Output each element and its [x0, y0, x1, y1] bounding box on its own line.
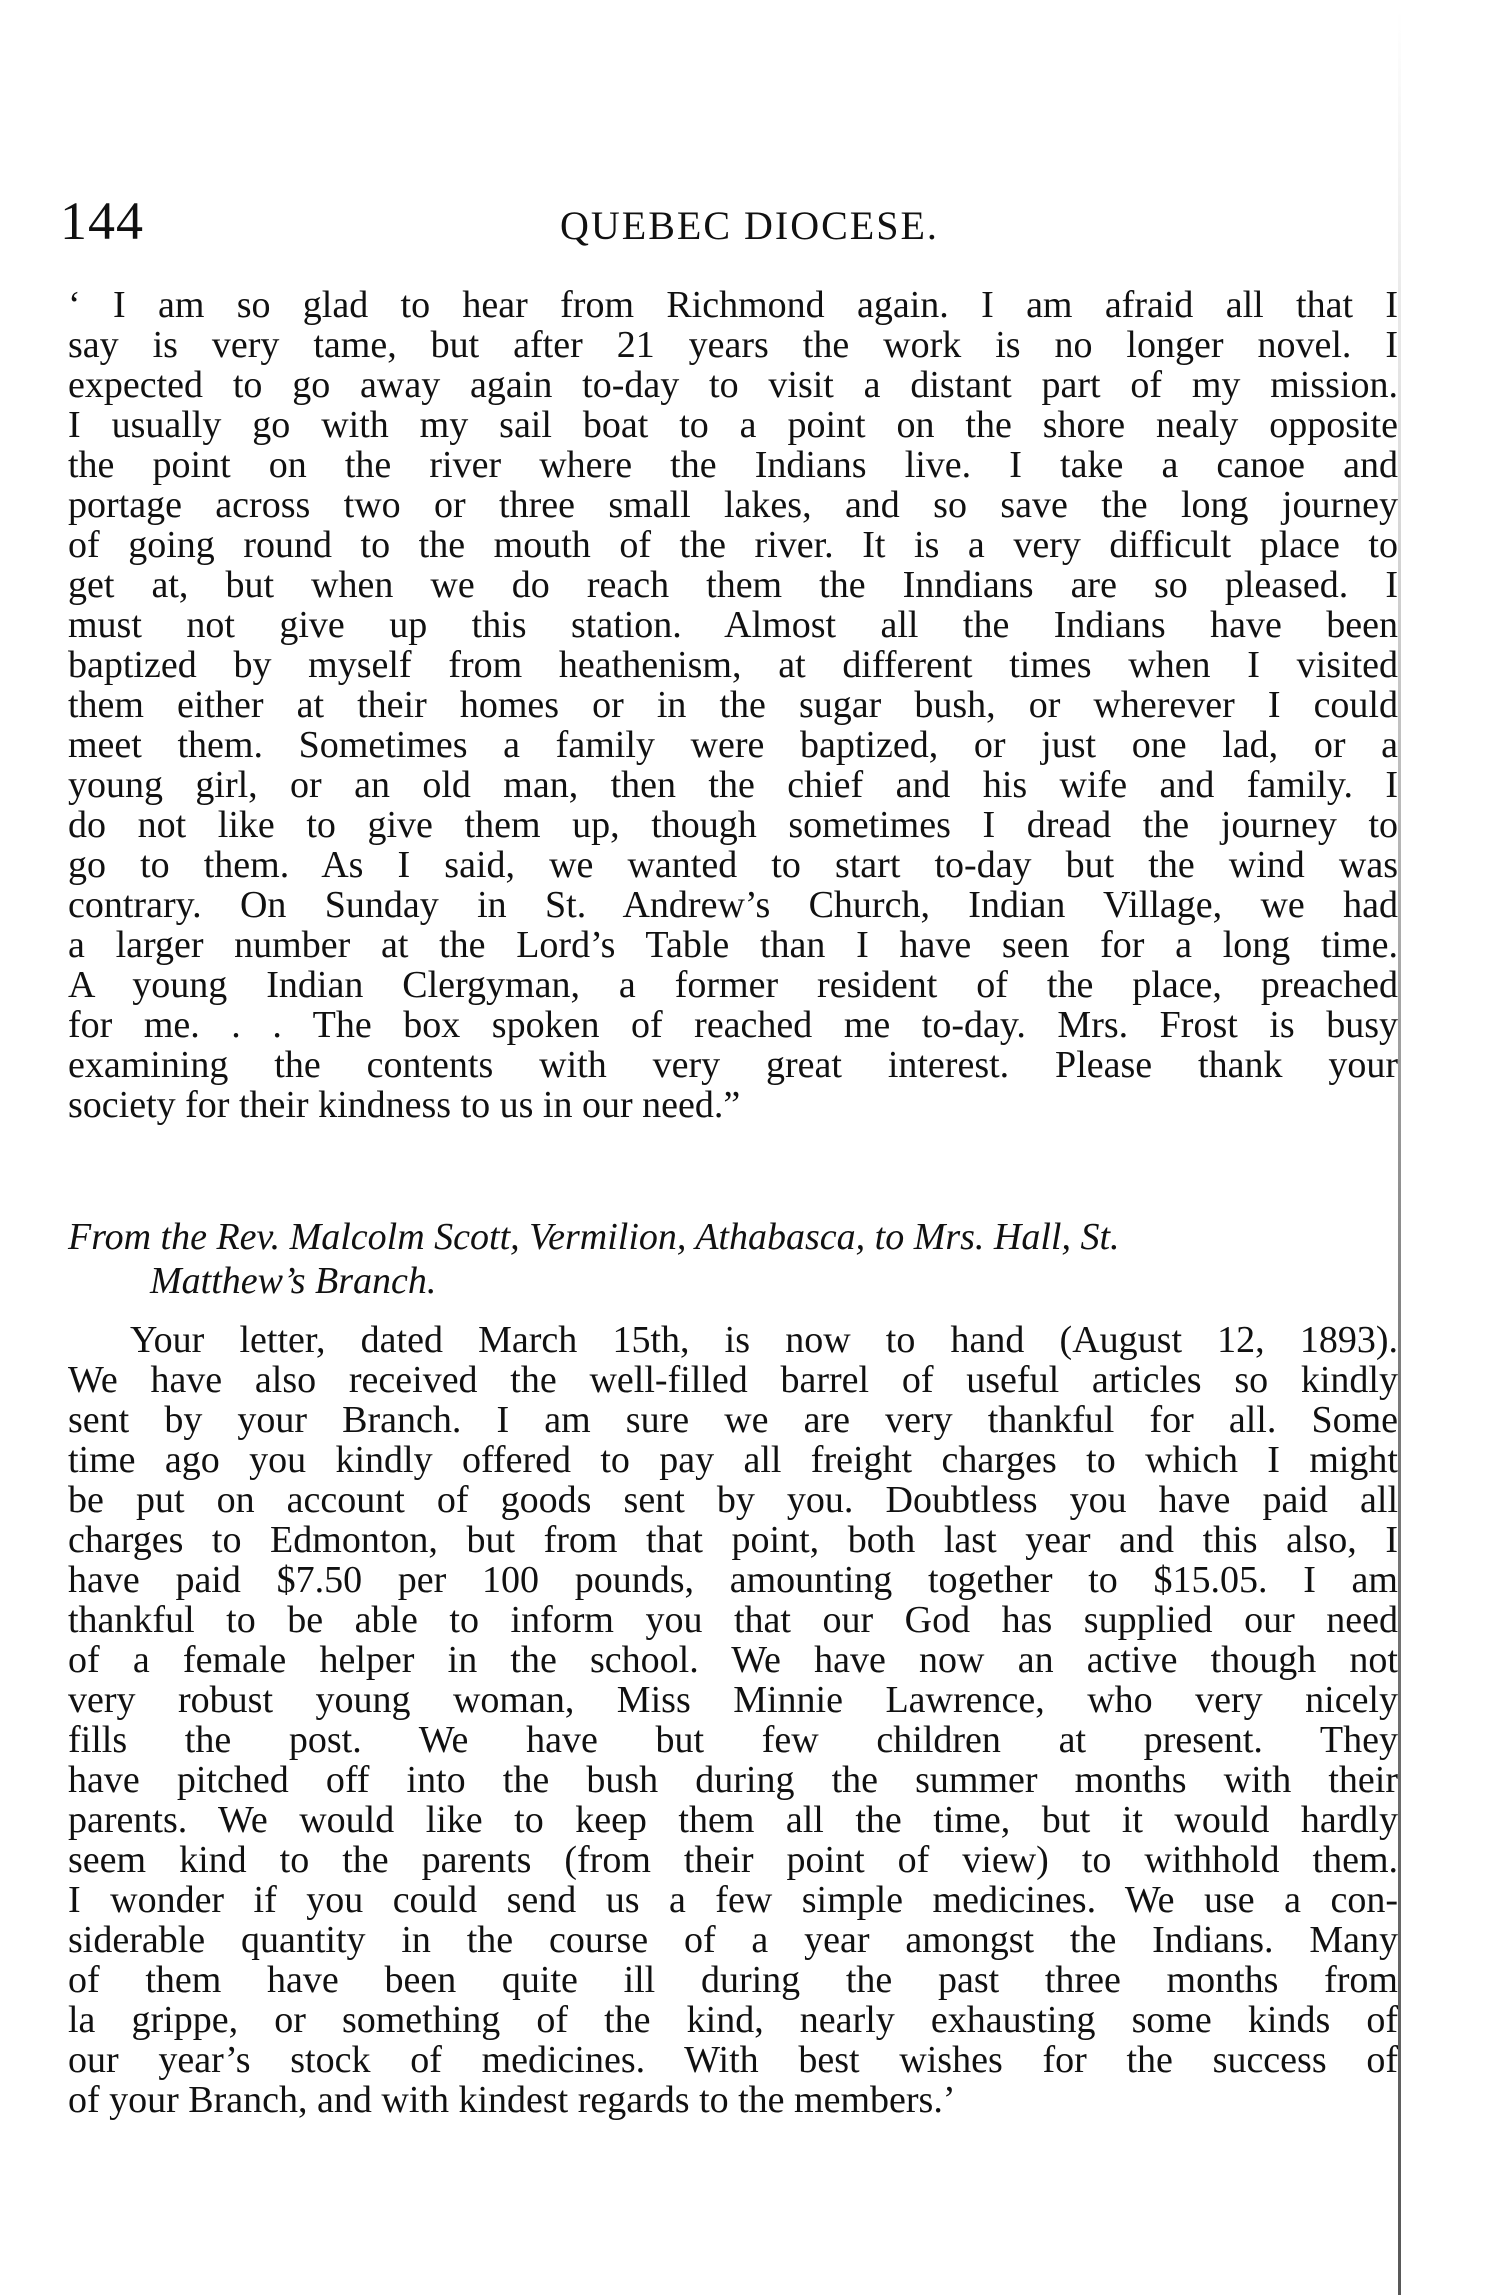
text-line: of your Branch, and with kindest regards to the members.’: [68, 2080, 956, 2120]
letter-frost: [68, 285, 1398, 1125]
text-line: young girl, or an old man, then the chief and his wife and family. I: [68, 765, 1398, 805]
text-line: for me. . . The box spoken of reached me to-day. Mrs. Frost is busy: [68, 1005, 1398, 1045]
text-line: ‘ I am so glad to hear from Richmond again. I am afraid all that I: [68, 285, 1398, 325]
text-line: time ago you kindly offered to pay all freight charges to which I might: [68, 1440, 1398, 1480]
text-line: have paid $7.50 per 100 pounds, amounting together to $15.05. I am: [68, 1560, 1398, 1600]
text-line: go to them. As I said, we wanted to start to-day but the wind was: [68, 845, 1398, 885]
text-line: a larger number at the Lord’s Table than I have seen for a long time.: [68, 925, 1398, 965]
text-line: have pitched off into the bush during the summer months with their: [68, 1760, 1398, 1800]
text-line: seem kind to the parents (from their point of view) to withhold them.: [68, 1840, 1398, 1880]
page-number: 144: [60, 191, 144, 251]
text-line: siderable quantity in the course of a year amongst the Indians. Many: [68, 1920, 1398, 1960]
text-line: be put on account of goods sent by you. Doubtless you have paid all: [68, 1480, 1398, 1520]
text-line: Your letter, dated March 15th, is now to hand (August 12, 1893).: [130, 1320, 1398, 1360]
text-line: parents. We would like to keep them all the time, but it would hardly: [68, 1800, 1398, 1840]
text-line: expected to go away again to-day to visit a distant part of my mission.: [68, 365, 1398, 405]
running-title: QUEBEC DIOCESE.: [560, 203, 939, 248]
text-line: of them have been quite ill during the past three months from: [68, 1960, 1398, 2000]
text-line: sent by your Branch. I am sure we are very thankful for all. Some: [68, 1400, 1398, 1440]
text-line: do not like to give them up, though sometimes I dread the journey to: [68, 805, 1398, 845]
letter-heading: [68, 1215, 1398, 1303]
page-binding-edge: [1398, 10, 1401, 2295]
letter-scott: [68, 1320, 1398, 2120]
text-line: baptized by myself from heathenism, at different times when I visited: [68, 645, 1398, 685]
text-line: very robust young woman, Miss Minnie Lawrence, who very nicely: [68, 1680, 1398, 1720]
text-line: la grippe, or something of the kind, nearly exhausting some kinds of: [68, 2000, 1398, 2040]
text-line: of going round to the mouth of the river. It is a very difficult place to: [68, 525, 1398, 565]
text-line: portage across two or three small lakes, and so save the long journey: [68, 485, 1398, 525]
heading-line: From the Rev. Malcolm Scott, Vermilion, Athabasca, to Mrs. Hall, St.: [68, 1216, 1120, 1258]
text-line: fills the post. We have but few children at present. They: [68, 1720, 1398, 1760]
running-head: [60, 190, 1400, 260]
text-line: examining the contents with very great interest. Please thank your: [68, 1045, 1398, 1085]
text-line: I usually go with my sail boat to a point on the shore nealy opposite: [68, 405, 1398, 445]
text-line: contrary. On Sunday in St. Andrew’s Church, Indian Village, we had: [68, 885, 1398, 925]
text-line: of a female helper in the school. We have now an active though not: [68, 1640, 1398, 1680]
text-line: them either at their homes or in the sugar bush, or wherever I could: [68, 685, 1398, 725]
text-line: society for their kindness to us in our need.”: [68, 1085, 741, 1125]
text-line: get at, but when we do reach them the Inndians are so pleased. I: [68, 565, 1398, 605]
text-line: I wonder if you could send us a few simple medicines. We use a con-: [68, 1880, 1398, 1920]
text-line: thankful to be able to inform you that our God has supplied our need: [68, 1600, 1398, 1640]
text-line: the point on the river where the Indians live. I take a canoe and: [68, 445, 1398, 485]
heading-line: Matthew’s Branch.: [150, 1260, 437, 1302]
text-line: charges to Edmonton, but from that point, both last year and this also, I: [68, 1520, 1398, 1560]
text-line: meet them. Sometimes a family were baptized, or just one lad, or a: [68, 725, 1398, 765]
text-line: A young Indian Clergyman, a former resident of the place, preached: [68, 965, 1398, 1005]
text-line: must not give up this station. Almost all the Indians have been: [68, 605, 1398, 645]
text-line: say is very tame, but after 21 years the work is no longer novel. I: [68, 325, 1398, 365]
text-line: We have also received the well-filled barrel of useful articles so kindly: [68, 1360, 1398, 1400]
text-line: our year’s stock of medicines. With best wishes for the success of: [68, 2040, 1398, 2080]
